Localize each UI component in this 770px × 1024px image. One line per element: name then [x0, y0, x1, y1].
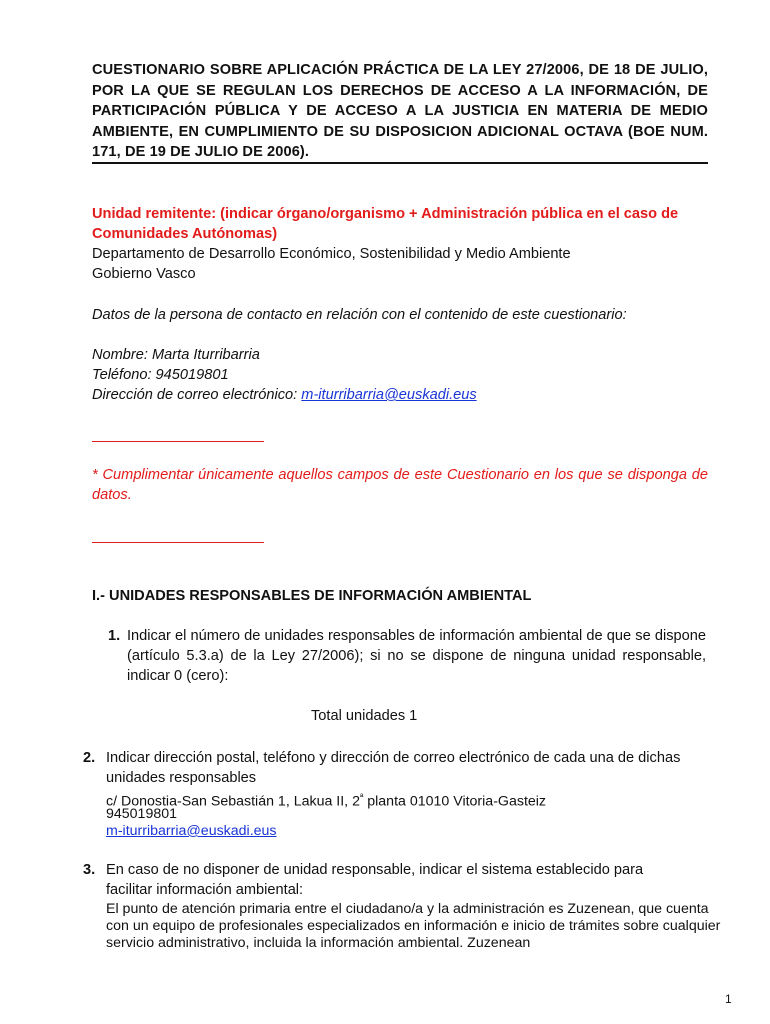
note-text: * Cumplimentar únicamente aquellos campos de este Cuestionario en los que se disponga de datos.	[92, 467, 708, 503]
document-title: CUESTIONARIO SOBRE APLICACIÓN PRÁCTICA DE LA LEY 27/2006, DE 18 DE JULIO, POR LA QUE SE REGULAN LOS DERECHOS DE ACCESO A LA INFORMACIÓN, DE PARTICIPACIÓN PÚBLICA Y DE ACCESO A LA JUSTICIA EN MATERIA DE MEDIO AMBIENTE, EN CUMPLIMIENTO DE SU DISPOSICION ADICIONAL OCTAVA (BOE NUM. 171, DE 19 DE JULIO DE 2006).	[92, 62, 708, 160]
question-2-number: 2.	[83, 750, 96, 766]
contact-email-line	[92, 385, 708, 405]
contact-name: Nombre: Marta Iturribarria	[92, 347, 260, 363]
address-superscript: ª	[359, 792, 364, 802]
title-divider	[92, 162, 708, 164]
question-3-answer: El punto de atención primaria entre el ciudadano/a y la administración es Zuzenean, que cuenta con un equipo de profesionales especializados en información e inicio de trámites sobre cualquier servicio administrativo, incluida la información ambiental. Zuzenean	[106, 901, 721, 951]
question-1-number: 1.	[108, 628, 121, 644]
contact-email-label: Dirección de correo electrónico:	[92, 387, 302, 403]
sender-government: Gobierno Vasco	[92, 266, 196, 282]
section-heading: I.- UNIDADES RESPONSABLES DE INFORMACIÓN AMBIENTAL	[92, 588, 532, 604]
contact-phone: Teléfono: 945019801	[92, 367, 229, 383]
question-1-text: Indicar el número de unidades responsables de información ambiental de que se dispone (artículo 5.3.a) de la Ley 27/2006); si no se dispone de ninguna unidad responsable, indicar 0 (cero):	[127, 628, 706, 684]
sender-heading: Unidad remitente: (indicar órgano/organismo + Administración pública en el caso de Comunidades Autónomas)	[92, 206, 679, 242]
address-text: c/ Donostia-San Sebastián 1, Lakua II, 2	[106, 793, 360, 810]
question-3-number: 3.	[83, 862, 96, 878]
note-divider-bottom	[92, 542, 264, 543]
question-2-phone: 945019801	[106, 806, 178, 822]
contact-intro: Datos de la persona de contacto en relación con el contenido de este cuestionario:	[92, 307, 627, 323]
question-1-answer: Total unidades 1	[311, 708, 418, 724]
question-2-email	[106, 823, 277, 840]
unit-email-link[interactable]: m-iturribarria@euskadi.eus	[106, 823, 277, 839]
question-2-text: Indicar dirección postal, teléfono y dirección de correo electrónico de cada una de dichas unidades responsables	[106, 750, 681, 786]
address-text-tail: planta 01010 Vitoria-Gasteiz	[363, 793, 547, 810]
question-2-address	[106, 789, 706, 811]
contact-email-link[interactable]: m-iturribarria@euskadi.eus	[301, 387, 477, 403]
sender-department: Departamento de Desarrollo Económico, Sostenibilidad y Medio Ambiente	[92, 246, 571, 262]
note-divider-top	[92, 441, 264, 442]
question-3-text: En caso de no disponer de unidad responsable, indicar el sistema establecido para facilitar información ambiental:	[106, 862, 644, 898]
page-number: 1	[725, 992, 732, 1006]
